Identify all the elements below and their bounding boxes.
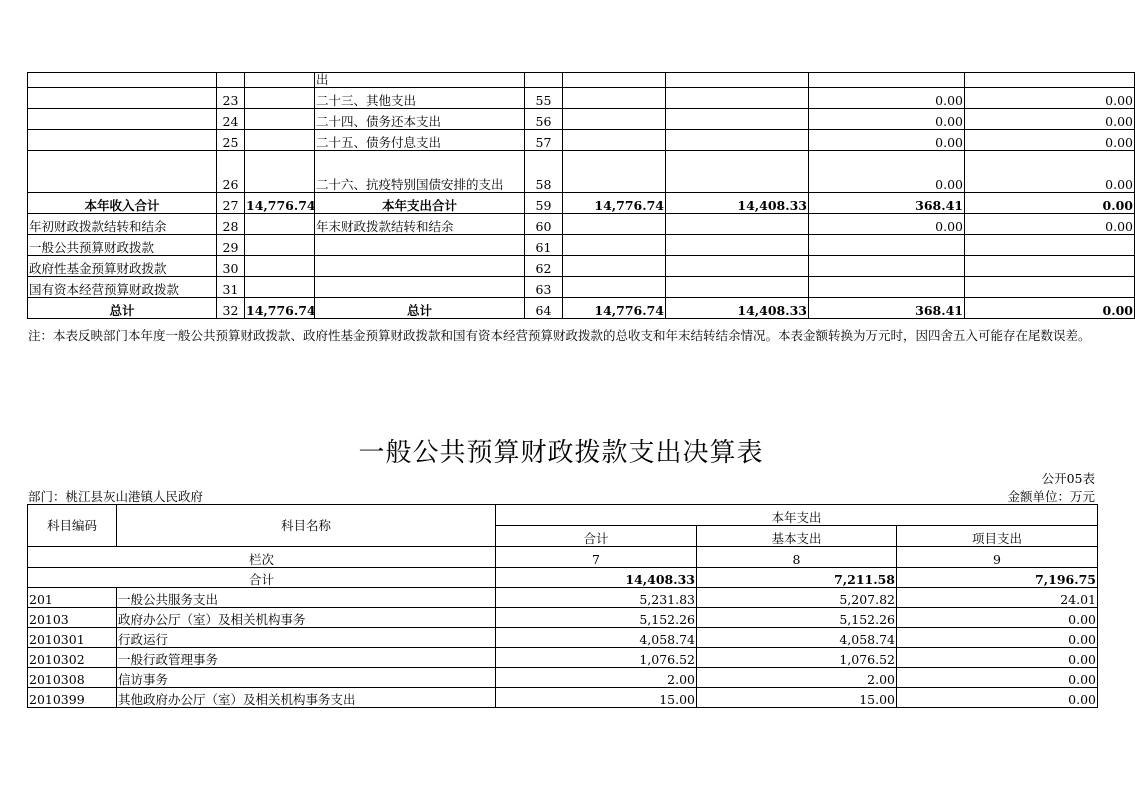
subject-name: 一般行政管理事务 [117, 648, 496, 668]
table-row [28, 151, 1135, 193]
row-number: 59 [525, 193, 563, 214]
subject-code: 2010301 [28, 628, 117, 648]
expense-project: 0.00 [809, 151, 965, 193]
col-number: 8 [697, 547, 897, 568]
expense-item: 出 [315, 73, 525, 88]
expense-project [809, 277, 965, 298]
balance-amount: 0.00 [965, 214, 1135, 235]
expense-project [809, 256, 965, 277]
expense-total [563, 277, 666, 298]
income-amount [245, 277, 315, 298]
subject-name: 行政运行 [117, 628, 496, 648]
project-amount: 0.00 [897, 608, 1098, 628]
total-amount: 4,058.74 [496, 628, 697, 648]
expense-basic [666, 235, 809, 256]
subject-code: 20103 [28, 608, 117, 628]
project-amount: 0.00 [897, 688, 1098, 708]
expense-total [563, 109, 666, 130]
expenditure-table [27, 504, 1098, 708]
income-item: 政府性基金预算财政拨款 [28, 256, 217, 277]
expense-project [809, 235, 965, 256]
table-row [28, 73, 1135, 88]
income-item: 一般公共预算财政拨款 [28, 235, 217, 256]
table-row [28, 193, 1135, 214]
basic-amount: 2.00 [697, 668, 897, 688]
balance-amount: 0.00 [965, 109, 1135, 130]
expense-item: 二十三、其他支出 [315, 88, 525, 109]
department-label: 部门：桃江县灰山港镇人民政府 [28, 489, 204, 504]
expense-total [563, 88, 666, 109]
row-number: 30 [217, 256, 245, 277]
row-number: 24 [217, 109, 245, 130]
row-number: 23 [217, 88, 245, 109]
expense-project: 368.41 [809, 298, 965, 319]
expense-project: 0.00 [809, 214, 965, 235]
row-number: 32 [217, 298, 245, 319]
table-row [28, 608, 1098, 628]
row-number: 63 [525, 277, 563, 298]
col-project-header: 项目支出 [897, 526, 1098, 547]
total-amount: 15.00 [496, 688, 697, 708]
row-number [217, 73, 245, 88]
basic-amount: 5,207.82 [697, 588, 897, 608]
income-amount [245, 235, 315, 256]
col-year-header: 本年支出 [496, 505, 1098, 526]
income-amount [245, 151, 315, 193]
basic-amount: 15.00 [697, 688, 897, 708]
row-number: 31 [217, 277, 245, 298]
balance-amount [965, 235, 1135, 256]
table-row [28, 688, 1098, 708]
table-row [28, 668, 1098, 688]
expense-item: 年末财政拨款结转和结余 [315, 214, 525, 235]
expense-item: 二十六、抗疫特别国债安排的支出 [315, 151, 525, 193]
row-number: 56 [525, 109, 563, 130]
sum-total: 14,408.33 [496, 568, 697, 588]
income-item [28, 88, 217, 109]
total-amount: 5,152.26 [496, 608, 697, 628]
table-row [28, 298, 1135, 319]
expense-total [563, 214, 666, 235]
col-name-header: 科目名称 [117, 505, 496, 547]
income-item: 年初财政拨款结转和结余 [28, 214, 217, 235]
total-amount: 1,076.52 [496, 648, 697, 668]
sum-basic: 7,211.58 [697, 568, 897, 588]
row-number: 60 [525, 214, 563, 235]
basic-amount: 5,152.26 [697, 608, 897, 628]
table-row [28, 214, 1135, 235]
expense-total [563, 73, 666, 88]
income-amount [245, 109, 315, 130]
expense-basic [666, 73, 809, 88]
row-number: 25 [217, 130, 245, 151]
total-amount: 5,231.83 [496, 588, 697, 608]
subject-name: 政府办公厅（室）及相关机构事务 [117, 608, 496, 628]
expense-basic [666, 130, 809, 151]
income-amount: 14,776.74 [245, 298, 315, 319]
expense-total [563, 256, 666, 277]
expense-project: 0.00 [809, 88, 965, 109]
income-item [28, 109, 217, 130]
expense-project: 0.00 [809, 109, 965, 130]
row-number [525, 73, 563, 88]
project-amount: 0.00 [897, 628, 1098, 648]
table-row [28, 628, 1098, 648]
row-number: 28 [217, 214, 245, 235]
balance-amount: 0.00 [965, 130, 1135, 151]
expense-total [563, 130, 666, 151]
balance-amount [965, 256, 1135, 277]
income-amount: 14,776.74 [245, 193, 315, 214]
expense-basic [666, 214, 809, 235]
col-number: 7 [496, 547, 697, 568]
row-number: 61 [525, 235, 563, 256]
balance-amount [965, 73, 1135, 88]
basic-amount: 4,058.74 [697, 628, 897, 648]
expense-item [315, 235, 525, 256]
column-number-row [28, 547, 1098, 568]
subject-code: 201 [28, 588, 117, 608]
subject-code: 2010302 [28, 648, 117, 668]
expense-item: 总计 [315, 298, 525, 319]
income-amount [245, 214, 315, 235]
table-row [28, 648, 1098, 668]
table-row [28, 588, 1098, 608]
expense-project: 0.00 [809, 130, 965, 151]
expense-item: 二十四、债务还本支出 [315, 109, 525, 130]
expense-project [809, 73, 965, 88]
subject-code: 2010399 [28, 688, 117, 708]
expense-total: 14,776.74 [563, 298, 666, 319]
sum-label: 合计 [28, 568, 496, 588]
page-title: 一般公共预算财政拨款支出决算表 [358, 438, 764, 468]
balance-amount: 0.00 [965, 88, 1135, 109]
income-item [28, 151, 217, 193]
expense-basic [666, 88, 809, 109]
income-amount [245, 130, 315, 151]
unit-label: 金额单位：万元 [1007, 489, 1095, 504]
expense-basic [666, 277, 809, 298]
sum-project: 7,196.75 [897, 568, 1098, 588]
col-code-header: 科目编码 [28, 505, 117, 547]
balance-amount: 0.00 [965, 151, 1135, 193]
expense-project: 368.41 [809, 193, 965, 214]
income-amount [245, 73, 315, 88]
income-item: 本年收入合计 [28, 193, 217, 214]
balance-amount [965, 277, 1135, 298]
income-item: 国有资本经营预算财政拨款 [28, 277, 217, 298]
subject-name: 信访事务 [117, 668, 496, 688]
row-number: 58 [525, 151, 563, 193]
col-basic-header: 基本支出 [697, 526, 897, 547]
row-number: 26 [217, 151, 245, 193]
row-number: 57 [525, 130, 563, 151]
income-amount [245, 256, 315, 277]
expense-basic [666, 109, 809, 130]
expense-basic [666, 151, 809, 193]
total-amount: 2.00 [496, 668, 697, 688]
income-amount [245, 88, 315, 109]
balance-amount: 0.00 [965, 298, 1135, 319]
expense-total: 14,776.74 [563, 193, 666, 214]
table-note: 注：本表反映部门本年度一般公共预算财政拨款、政府性基金预算财政拨款和国有资本经营预算财政拨款的总收支和年末结转结余情况。本表金额转换为万元时，因四舍五入可能存在尾数误差。 [28, 328, 1091, 343]
row-number: 62 [525, 256, 563, 277]
project-amount: 0.00 [897, 648, 1098, 668]
row-number: 64 [525, 298, 563, 319]
table-row [28, 109, 1135, 130]
expense-item: 本年支出合计 [315, 193, 525, 214]
finance-summary-table [27, 72, 1135, 319]
balance-amount: 0.00 [965, 193, 1135, 214]
table-row [28, 130, 1135, 151]
basic-amount: 1,076.52 [697, 648, 897, 668]
sum-row [28, 568, 1098, 588]
row-number: 55 [525, 88, 563, 109]
expense-basic: 14,408.33 [666, 298, 809, 319]
subject-name: 其他政府办公厅（室）及相关机构事务支出 [117, 688, 496, 708]
table-row [28, 256, 1135, 277]
expense-total [563, 235, 666, 256]
expense-basic: 14,408.33 [666, 193, 809, 214]
project-amount: 24.01 [897, 588, 1098, 608]
table-row [28, 88, 1135, 109]
row-number: 27 [217, 193, 245, 214]
expense-item [315, 256, 525, 277]
expense-total [563, 151, 666, 193]
col-total-header: 合计 [496, 526, 697, 547]
col-number: 9 [897, 547, 1098, 568]
table-row [28, 235, 1135, 256]
header-row [28, 505, 1098, 526]
expense-item: 二十五、债务付息支出 [315, 130, 525, 151]
row-number: 29 [217, 235, 245, 256]
project-amount: 0.00 [897, 668, 1098, 688]
income-item: 总计 [28, 298, 217, 319]
expense-item [315, 277, 525, 298]
subject-name: 一般公共服务支出 [117, 588, 496, 608]
table-code: 公开05表 [1041, 471, 1095, 486]
lanci-label: 栏次 [28, 547, 496, 568]
subject-code: 2010308 [28, 668, 117, 688]
income-item [28, 73, 217, 88]
income-item [28, 130, 217, 151]
table-row [28, 277, 1135, 298]
expense-basic [666, 256, 809, 277]
